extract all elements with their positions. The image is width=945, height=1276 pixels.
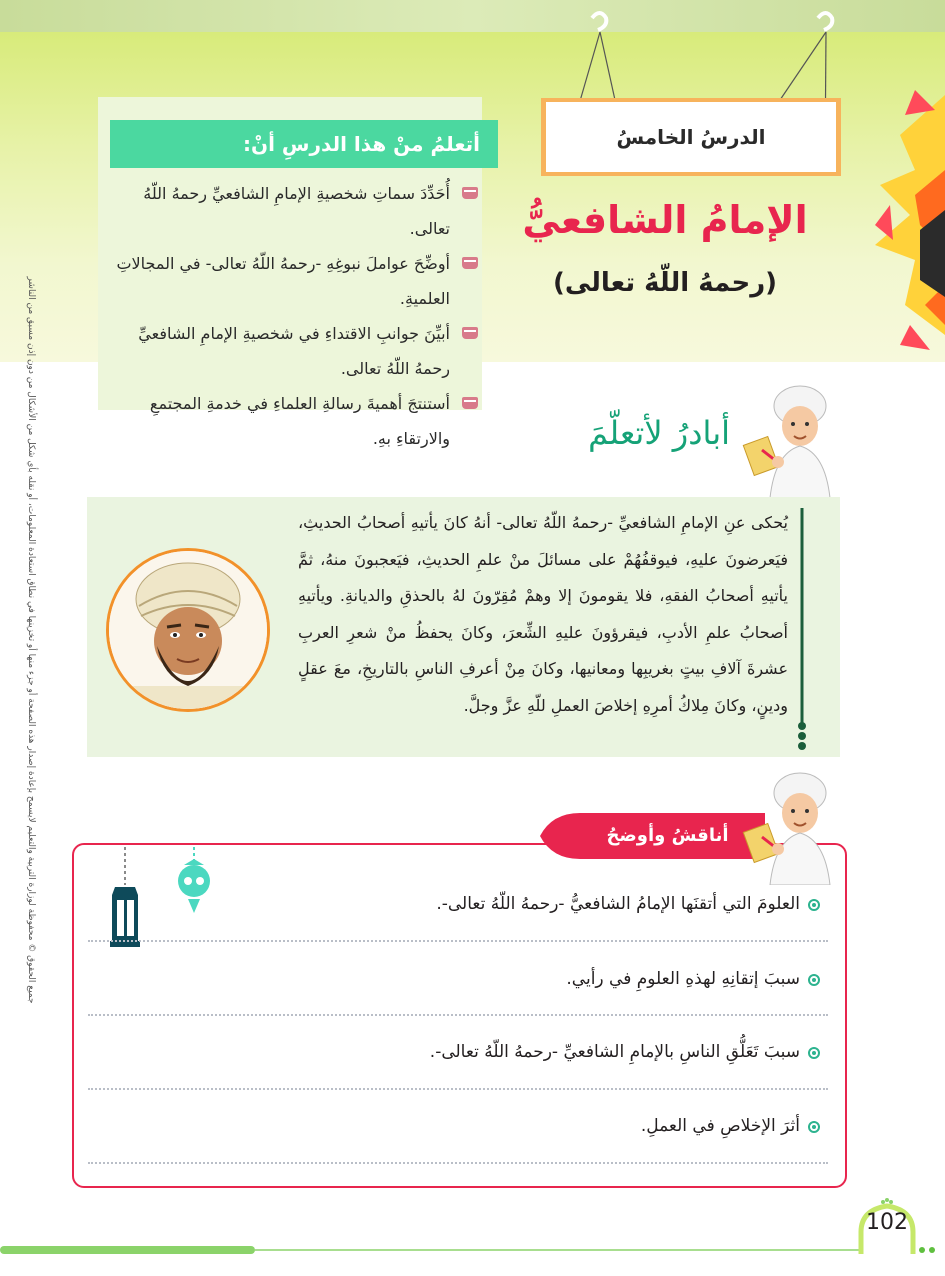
discussion-question: أثرَ الإخلاصِ في العملِ. xyxy=(100,1112,820,1140)
book-icon xyxy=(462,187,478,199)
goal-item: أستنتجَ أهميةَ رسالةِ العلماءِ في خدمةِ المجتمعِ والارتقاءِ بهِ. xyxy=(110,386,480,456)
discussion-question: سببَ إتقانِهِ لهذهِ العلومِ في رأيي. xyxy=(100,965,820,993)
section-discuss-title: أناقشُ وأوضحُ xyxy=(606,825,729,846)
story-vertical-rule xyxy=(790,508,814,754)
learning-goals-list xyxy=(110,176,480,456)
lesson-subtitle: (رحمهُ اللّهُ تعالى) xyxy=(552,268,778,298)
islamic-star-ornament xyxy=(875,75,945,365)
book-icon xyxy=(462,397,478,409)
page-number: 102 xyxy=(866,1210,908,1235)
answer-line[interactable] xyxy=(88,1162,828,1164)
lesson-title: الإمامُ الشافعيُّ xyxy=(522,198,808,242)
boy-writing-illustration xyxy=(740,378,840,498)
bullet-icon xyxy=(808,899,820,911)
bullet-icon xyxy=(808,1121,820,1133)
portrait-drawing xyxy=(109,551,267,709)
answer-line[interactable] xyxy=(88,940,828,942)
copyright-text: جميع الحقوق © محفوظة لوزارة التربية والتعليم لايسمح بإعادة إصدار هذه الصفحة أو جزء منها أو تخزينها في نطاق استعادة المعلومات، أو نقله بأي شكل من الأشكال من دون إذن مسبق من الناشر xyxy=(26,276,36,1004)
discussion-question: سببَ تَعَلُّقِ الناسِ بالإمامِ الشافعيِّ -رحمهُ اللّهُ تعالى-. xyxy=(100,1038,820,1066)
bullet-icon xyxy=(808,1047,820,1059)
boy-writing-illustration xyxy=(740,765,840,885)
learning-goals-title: أتعلمُ منْ هذا الدرسِ أنْ: xyxy=(110,120,498,168)
story-paragraph: يُحكى عنِ الإمامِ الشافعيِّ -رحمهُ اللّهُ تعالى- أنهُ كانَ يأتيهِ أصحابُ الحديثِ، فيَعرضونَ عليهِ، فيوقفُهُمْ على مسائلَ منْ علمِ الحديثِ، فيَعجبونَ منهُ، ثمَّ يأتيهِ أصحابُ الفقهِ، فلا يقومونَ إلا وهمْ مُقِرّونَ لهُ بالحذقِ والديانةِ. ويأتيهِ أصحابُ علمِ الأدبِ، فيقرؤونَ عليهِ الشِّعرَ، وكانَ يحفظُ منْ شعرِ العربِ عشرةَ آلافِ بيتٍ بغريبِها ومعانيها، وكانَ مِنْ أعرفِ الناسِ بالتاريخِ، معَ عقلٍ ودينٍ، وكانَ مِلاكُ أمرِهِ إخلاصَ العملِ للّهِ عزَّ وجلَّ. xyxy=(298,513,788,715)
answer-line[interactable] xyxy=(88,1014,828,1016)
book-icon xyxy=(462,327,478,339)
goal-item: أوضِّحَ عواملَ نبوغِهِ -رحمهُ اللّهُ تعالى- في المجالاتِ العلميةِ. xyxy=(110,246,480,316)
lesson-number-sign: الدرسُ الخامسُ xyxy=(541,98,841,176)
bullet-icon xyxy=(808,974,820,986)
footer-rule xyxy=(0,1240,945,1260)
book-icon xyxy=(462,257,478,269)
goal-item: أبيِّنَ جوانبِ الاقتداءِ في شخصيةِ الإمامِ الشافعيِّ رحمهُ اللّهُ تعالى. xyxy=(110,316,480,386)
answer-line[interactable] xyxy=(88,1088,828,1090)
copyright-margin xyxy=(20,250,42,1030)
section-initiate-title: أبادرُ لأتعلّمَ xyxy=(588,414,730,452)
goal-item: أُحَدِّدَ سماتِ شخصيةِ الإمامِ الشافعيِّ رحمهُ اللّهُ تعالى. xyxy=(110,176,480,246)
imam-portrait xyxy=(106,548,270,712)
discussion-question: العلومَ التي أتقنَها الإمامُ الشافعيُّ -رحمهُ اللّهُ تعالى-. xyxy=(100,890,820,918)
